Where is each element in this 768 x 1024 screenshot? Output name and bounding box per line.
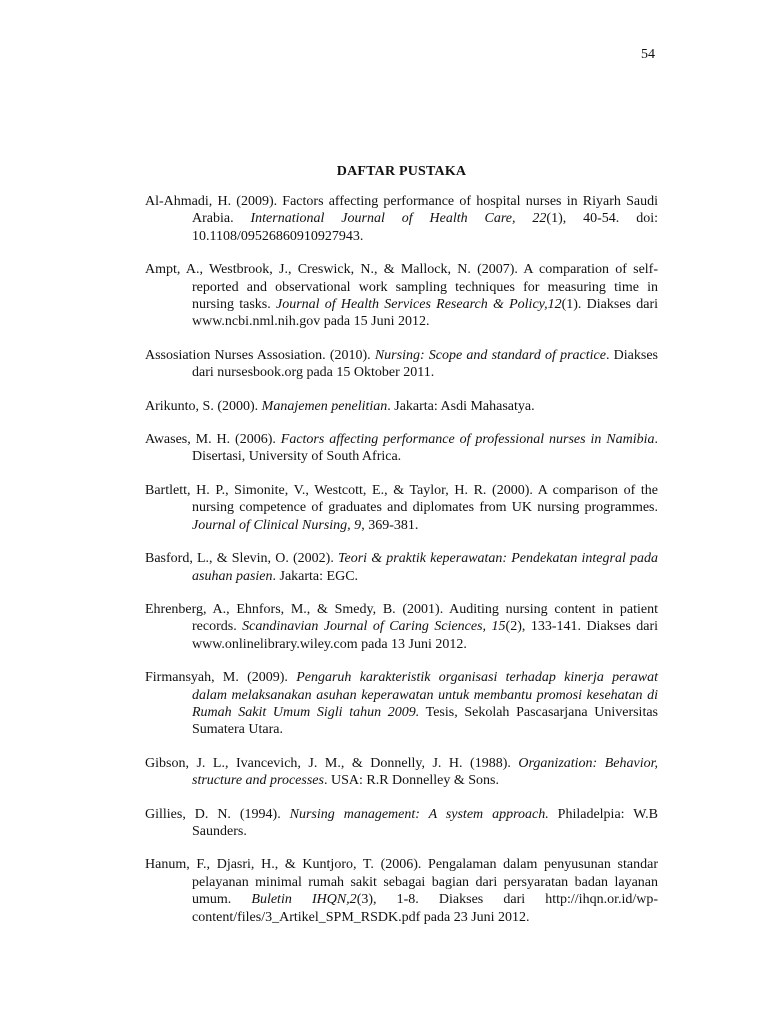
- reference-entry: [145, 482, 658, 534]
- reference-entry: [145, 193, 658, 245]
- reference-text: , 369-381.: [361, 517, 419, 533]
- reference-entry: [145, 398, 658, 415]
- reference-italic-text: Pengaruh karakteristik organisasi terhadap kinerja perawat dalam melaksanakan asuhan keperawatan untuk membantu promosi kesehatan di Rumah Sakit Umum Sigli tahun 2009.: [192, 670, 658, 720]
- reference-text: Ampt, A., Westbrook, J., Creswick, N., & Mallock, N. (2007). A comparation of self-reported and observational work sampling techniques for measuring time in nursing tasks.: [145, 262, 658, 313]
- reference-text: Awases, M. H. (2006).: [145, 432, 281, 448]
- reference-entry: [145, 431, 658, 466]
- reference-text: Tesis, Sekolah Pascasarjana Universitas Sumatera Utara.: [192, 704, 658, 738]
- reference-italic-text: International Journal of Health Care, 22: [250, 211, 547, 227]
- reference-text: (1). Diakses dari www.ncbi.nml.nih.gov pada 15 Juni 2012.: [192, 297, 659, 330]
- reference-italic-text: Teori & praktik keperawatan: Pendekatan integral pada asuhan pasien: [192, 551, 658, 584]
- reference-text: Philadelpia: W.B Saunders.: [192, 806, 658, 839]
- reference-text: . Jakarta: EGC.: [272, 568, 359, 584]
- reference-list: [145, 193, 658, 942]
- reference-text: (1), 40-54. doi: 10.1108/09526860910927943.: [192, 211, 658, 244]
- reference-text: Gillies, D. N. (1994).: [145, 806, 290, 822]
- page-number: 54: [641, 47, 655, 62]
- reference-italic-text: Manajemen penelitian: [261, 398, 388, 414]
- reference-text: Bartlett, H. P., Simonite, V., Westcott, E., & Taylor, H. R. (2000). A comparison of the nursing competence of graduates and diplomates from UK nursing programmes.: [145, 482, 658, 516]
- reference-italic-text: Journal of Health Services Research & Policy,12: [276, 297, 562, 313]
- reference-text: (2), 133-141. Diakses dari www.onlinelibrary.wiley.com pada 13 Juni 2012.: [192, 619, 659, 652]
- page-title: DAFTAR PUSTAKA: [336, 164, 467, 179]
- reference-text: Arikunto, S. (2000).: [145, 398, 262, 414]
- reference-text: Basford, L., & Slevin, O. (2002).: [145, 551, 338, 567]
- reference-italic-text: Journal of Clinical Nursing, 9: [192, 517, 362, 533]
- reference-entry: [145, 755, 658, 790]
- reference-entry: [145, 550, 658, 585]
- reference-text: . Jakarta: Asdi Mahasatya.: [387, 398, 535, 414]
- reference-text: . Diakses dari nursesbook.org pada 15 Oktober 2011.: [192, 347, 658, 381]
- reference-italic-text: Scandinavian Journal of Caring Sciences, 15: [242, 619, 506, 635]
- reference-italic-text: Organization: Behavior, structure and processes: [192, 755, 658, 789]
- reference-text: . Disertasi, University of South Africa.: [192, 432, 658, 465]
- reference-italic-text: Nursing management: A system approach.: [289, 806, 549, 822]
- reference-text: Assosiation Nurses Assosiation. (2010).: [145, 347, 375, 363]
- reference-text: . USA: R.R Donnelley & Sons.: [323, 773, 499, 789]
- reference-italic-text: Nursing: Scope and standard of practice: [374, 347, 606, 363]
- reference-text: (3), 1-8. Diakses dari http://ihqn.or.id/wp-content/files/3_Artikel_SPM_RSDK.pdf pada 23 Juni 2012.: [192, 892, 659, 925]
- reference-entry: [145, 806, 658, 841]
- reference-text: Ehrenberg, A., Ehnfors, M., & Smedy, B. (2001). Auditing nursing content in patient records.: [145, 601, 658, 635]
- reference-text: Hanum, F., Djasri, H., & Kuntjoro, T. (2006). Pengalaman dalam penyusunan standar pelayanan minimal rumah sakit sebagai bagian dari persyaratan badan layanan umum.: [145, 857, 658, 908]
- reference-text: Al-Ahmadi, H. (2009). Factors affecting performance of hospital nurses in Riyarh Saudi Arabia.: [145, 194, 658, 227]
- reference-entry: [145, 261, 658, 331]
- reference-italic-text: Factors affecting performance of professional nurses in Namibia: [280, 432, 655, 448]
- reference-text: Gibson, J. L., Ivancevich, J. M., & Donnelly, J. H. (1988).: [145, 755, 519, 771]
- reference-text: Firmansyah, M. (2009).: [145, 670, 297, 686]
- reference-entry: [145, 347, 658, 382]
- reference-entry: [145, 669, 658, 739]
- reference-italic-text: Buletin IHQN,2: [251, 892, 357, 908]
- reference-entry: [145, 601, 658, 653]
- reference-entry: [145, 856, 658, 926]
